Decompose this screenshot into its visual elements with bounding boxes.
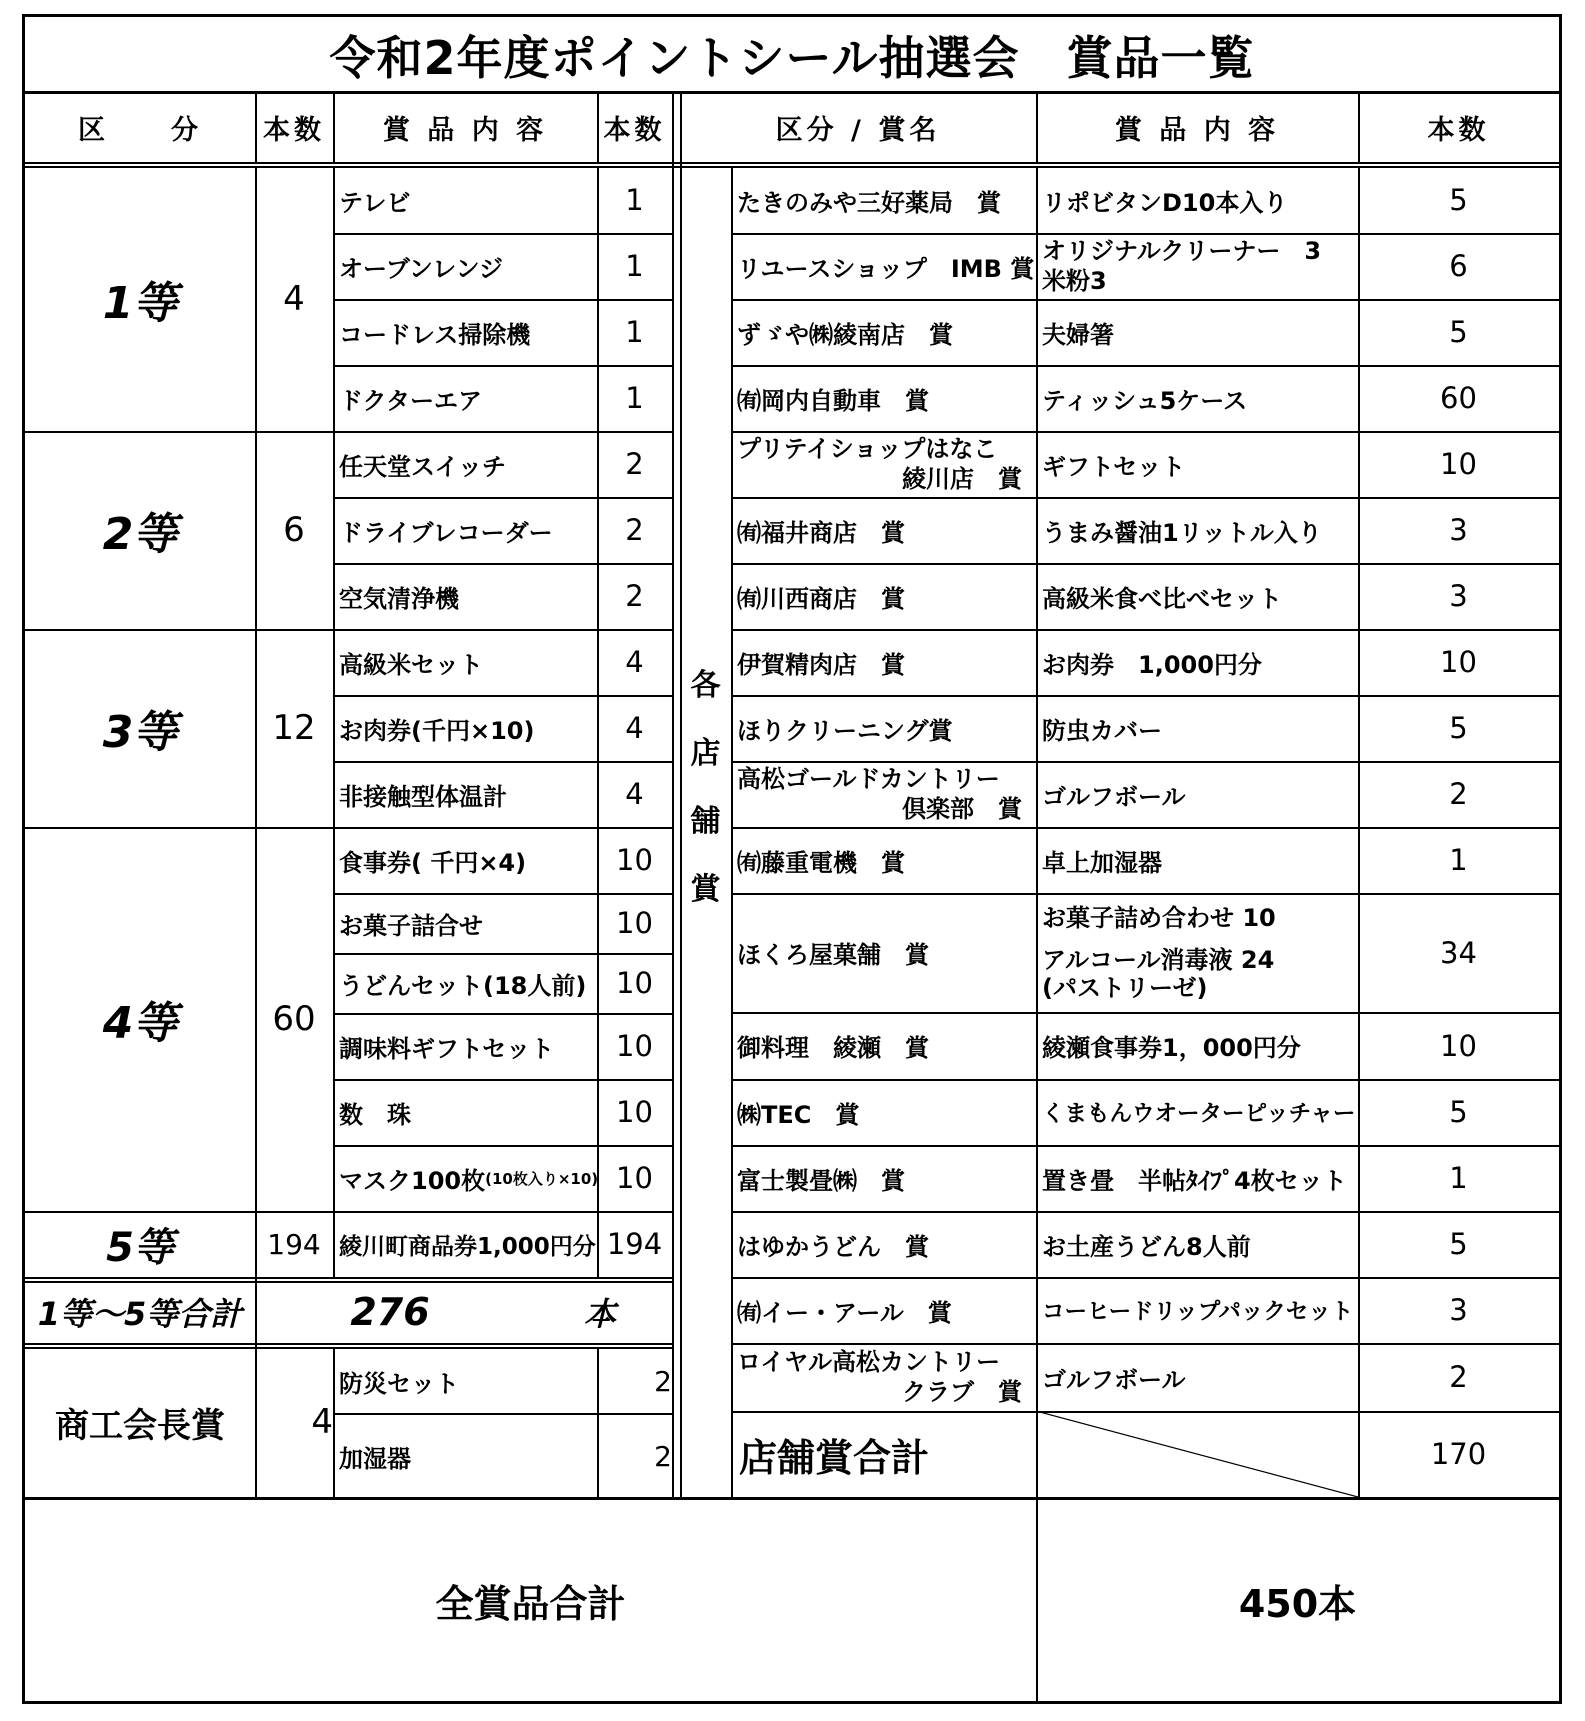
shop-total-label: 店舗賞合計 [739, 1435, 930, 1480]
prize-item-name: マスク100枚 [339, 1166, 486, 1195]
prize-item-name: オーブンレンジ [339, 254, 504, 283]
shop-prize: リポビタンD10本入り [1042, 188, 1288, 217]
shops-category-char: 店 [690, 736, 721, 771]
subtotal-line [25, 1343, 672, 1345]
header-divider [25, 162, 1559, 164]
prize-item-qty: 2 [625, 579, 644, 613]
shop-prize: ティッシュ5ケース [1042, 386, 1248, 415]
prize-item [333, 761, 603, 827]
shop-prize: 卓上加湿器 [1042, 848, 1162, 877]
chairman-item-qty: 2 [654, 1439, 672, 1473]
shops-category-char: 賞 [690, 872, 721, 907]
shop-prize-line: (パストリーゼ) [1042, 973, 1208, 1002]
prize-item-qty: 1 [625, 381, 644, 415]
shop-prize: 高級米食べ比べセット [1042, 584, 1282, 613]
shop-prize-qty: 2 [1449, 1360, 1468, 1394]
chairman-item: 防災セット [339, 1369, 459, 1398]
prize-item-qty: 10 [616, 843, 653, 877]
prize-item-qty: 4 [625, 711, 644, 745]
prize-item-qty: 10 [616, 1095, 653, 1129]
shop-name: ㈲藤重電機 賞 [737, 848, 905, 877]
grade-count: 6 [283, 510, 305, 550]
shop-prize-qty: 5 [1449, 183, 1468, 217]
header-shop: 区分 / 賞名 [775, 115, 941, 146]
prize-item [333, 431, 603, 497]
grade-line [25, 1277, 672, 1279]
prize-item [333, 167, 603, 233]
prize-item-qty: 10 [616, 906, 653, 940]
grade-label: 4等 [102, 998, 178, 1049]
diagonal-line [1036, 1411, 1358, 1497]
shop-prize: コーヒードリップパックセット [1042, 1299, 1354, 1325]
shop-prize-qty: 5 [1449, 711, 1468, 745]
grade-label: 5等 [106, 1224, 174, 1271]
shop-name [731, 431, 1042, 497]
subtotal-value: 276 [350, 1290, 430, 1334]
prize-item-qty: 10 [616, 966, 653, 1000]
prize-item-name: 綾川町商品券1,000円分 [339, 1233, 596, 1260]
shop-name: たきのみや三好薬局 賞 [737, 188, 1001, 217]
prize-item-name: テレビ [339, 188, 411, 217]
shop-prize: うまみ醤油1リットル入り [1042, 518, 1322, 547]
prize-item [333, 1145, 603, 1211]
shop-prize: 綾瀬食事券1，000円分 [1042, 1034, 1301, 1062]
prize-item [333, 299, 603, 365]
grade-count: 4 [283, 279, 305, 319]
prize-item-qty: 2 [625, 513, 644, 547]
shop-name: ほりクリーニング賞 [737, 716, 953, 745]
header-content: 賞 品 内 容 [382, 115, 548, 146]
shop-name: ほくろ屋菓舗 賞 [737, 941, 929, 969]
prize-item [333, 893, 603, 953]
shops-category-char: 各 [690, 668, 721, 703]
header-shop-content: 賞 品 内 容 [1114, 115, 1280, 146]
shops-category-label [680, 652, 731, 924]
grade-label: 3等 [102, 707, 178, 758]
shop-prize-qty: 1 [1449, 843, 1468, 877]
shop-name-line: ロイヤル高松カントリー [737, 1348, 1001, 1376]
shop-name: 富士製畳㈱ 賞 [737, 1166, 905, 1195]
grade-count: 12 [272, 708, 316, 748]
shop-prize-qty: 1 [1449, 1161, 1468, 1195]
grade-label: 1等 [102, 278, 178, 329]
shop-name: はゆかうどん 賞 [737, 1232, 929, 1261]
prize-item-name: ドライブレコーダー [339, 518, 553, 547]
prize-item [333, 629, 603, 695]
page-title: 令和2年度ポイントシール抽選会 賞品一覧 [329, 31, 1255, 85]
header-qty: 本数 [603, 115, 666, 146]
prize-item-name: 非接触型体温計 [339, 782, 507, 811]
prize-item-qty: 2 [625, 447, 644, 481]
prize-item-name: ドクターエア [339, 386, 483, 415]
grand-total-value: 450本 [1238, 1582, 1357, 1626]
grade-count: 194 [267, 1227, 321, 1261]
prize-item-name: 任天堂スイッチ [339, 452, 507, 481]
shop-prize-qty: 2 [1449, 777, 1468, 811]
shop-name: 伊賀精肉店 賞 [737, 650, 905, 679]
shop-prize: ゴルフボール [1042, 782, 1186, 811]
shop-prize: お肉券 1,000円分 [1042, 650, 1262, 679]
prize-item-name: 調味料ギフトセット [339, 1034, 555, 1063]
shop-prize-qty: 5 [1449, 1227, 1468, 1261]
shop-name: ㈲福井商店 賞 [737, 518, 905, 547]
prize-item-name: 空気清浄機 [339, 584, 459, 613]
header-category: 区 分 [78, 115, 202, 146]
shop-prize-line: 米粉3 [1042, 267, 1107, 295]
shop-name: ㈲イー・アール 賞 [737, 1298, 952, 1327]
prize-item-name: 食事券( 千円×4) [339, 848, 527, 877]
shop-prize-qty: 5 [1449, 315, 1468, 349]
shop-prize-line: お菓子詰め合わせ 10 [1042, 903, 1276, 932]
shop-prize-qty: 10 [1440, 447, 1477, 481]
prize-item-qty: 194 [606, 1227, 663, 1261]
shop-name: ㈲岡内自動車 賞 [737, 386, 929, 415]
chairman-count: 4 [311, 1402, 333, 1442]
shop-prize-qty: 3 [1449, 1293, 1468, 1327]
empty-cell-diagonal [1036, 1411, 1358, 1497]
prize-item-name: コードレス掃除機 [339, 320, 531, 349]
prize-item [333, 1211, 603, 1277]
grand-total-label: 全賞品合計 [435, 1582, 626, 1626]
chairman-item-qty: 2 [654, 1364, 672, 1398]
prize-item [333, 827, 603, 893]
shops-category-char: 舗 [690, 804, 721, 839]
shop-prize-line: オリジナルクリーナー 3 [1042, 237, 1322, 265]
shop-prize: 防虫カバー [1042, 716, 1162, 745]
shop-name: 御料理 綾瀬 賞 [737, 1034, 929, 1062]
shop-name [731, 761, 1042, 827]
prize-item [333, 233, 603, 299]
shop-prize-qty: 6 [1449, 249, 1468, 283]
prize-item-note: (10枚入り×10) [485, 1169, 599, 1188]
prize-item [333, 365, 603, 431]
shop-name: リユースショップ IMB 賞 [737, 254, 1035, 283]
prize-item-qty: 4 [625, 645, 644, 679]
prize-item [333, 1079, 603, 1145]
prize-item-name: お菓子詰合せ [339, 911, 483, 940]
prize-item-name: うどんセット(18人前) [339, 971, 587, 1000]
header-shop-qty: 本数 [1427, 115, 1490, 146]
chairman-item: 加湿器 [339, 1444, 411, 1473]
shop-prize [1036, 893, 1364, 1012]
shop-prize: 夫婦箸 [1042, 320, 1114, 349]
shop-prize [1036, 233, 1364, 299]
shop-prize: 置き畳 半帖ﾀｲﾌﾟ4枚セット [1042, 1166, 1347, 1195]
shop-prize-qty: 5 [1449, 1095, 1468, 1129]
shop-prize: くまもんウオーターピッチャー [1042, 1101, 1356, 1127]
prize-item-qty: 1 [625, 249, 644, 283]
grade-count: 60 [272, 999, 316, 1039]
center-double-line [672, 93, 674, 1497]
shop-prize-qty: 3 [1449, 513, 1468, 547]
prize-item-qty: 10 [616, 1161, 653, 1195]
shop-prize-qty: 10 [1440, 1028, 1477, 1063]
prize-item-qty: 1 [625, 315, 644, 349]
prize-item [333, 563, 603, 629]
prize-item [333, 1013, 603, 1079]
shop-name-line: 綾川店 賞 [902, 465, 1022, 493]
prize-item-name: 高級米セット [339, 650, 483, 679]
subtotal-label: 1等～5等合計 [37, 1295, 243, 1333]
prize-item-qty: 1 [625, 183, 644, 217]
prize-item [333, 497, 603, 563]
shop-name-line: クラブ 賞 [902, 1378, 1022, 1406]
shop-name [731, 1343, 1042, 1411]
prize-item-name: 数 珠 [339, 1100, 411, 1129]
prize-item [333, 695, 603, 761]
subtotal-unit: 本 [583, 1295, 616, 1333]
shop-name-line: プリテイショップはなこ [737, 435, 998, 463]
shop-prize: ゴルフボール [1042, 1365, 1186, 1394]
shop-prize: ギフトセット [1042, 452, 1186, 481]
chairman-label: 商工会長賞 [55, 1405, 225, 1446]
shop-name-line: 高松ゴールドカントリー [737, 765, 1000, 793]
shop-name-line: 倶楽部 賞 [902, 795, 1022, 823]
shop-prize-qty: 60 [1440, 381, 1477, 415]
shop-name: ㈲川西商店 賞 [737, 584, 905, 613]
prize-item-name: お肉券(千円×10) [339, 716, 535, 745]
shop-prize-qty: 10 [1440, 645, 1477, 679]
shop-prize-qty: 34 [1440, 935, 1477, 970]
prize-item [333, 953, 603, 1013]
shop-name: ㈱TEC 賞 [737, 1100, 860, 1129]
shop-prize: お土産うどん8人前 [1042, 1232, 1251, 1261]
shop-name: ずゞや㈱綾南店 賞 [737, 320, 953, 349]
prize-list-sheet [22, 14, 1562, 1704]
shop-total-value: 170 [1430, 1437, 1487, 1471]
prize-item-qty: 10 [616, 1029, 653, 1063]
prize-item-qty: 4 [625, 777, 644, 811]
header-count: 本数 [263, 115, 325, 146]
grade-label: 2等 [102, 509, 178, 560]
shop-prize-qty: 3 [1449, 579, 1468, 613]
shop-prize-line: アルコール消毒液 24 [1042, 945, 1275, 974]
